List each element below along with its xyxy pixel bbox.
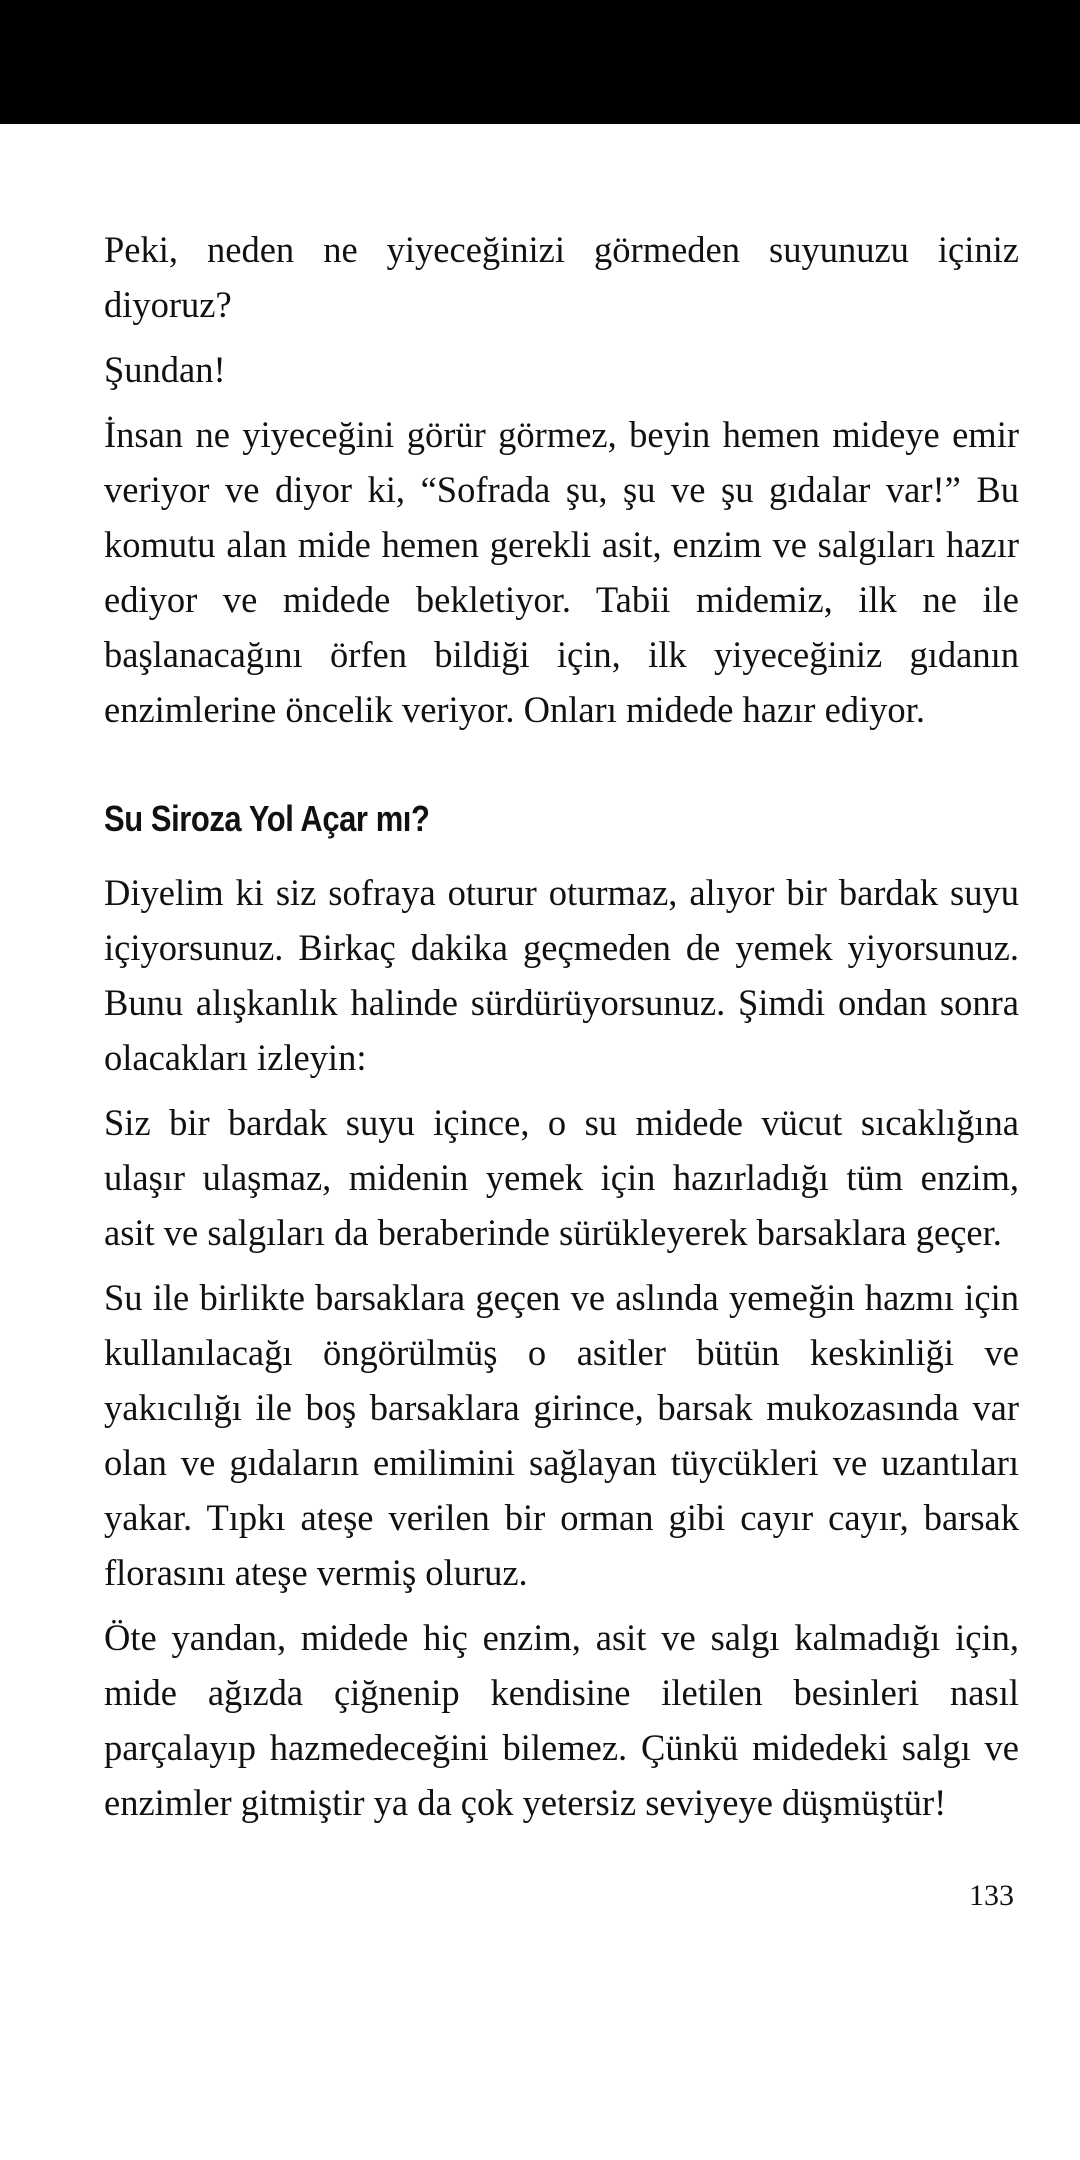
paragraph: Şundan! — [104, 349, 226, 390]
top-black-band — [0, 0, 1080, 124]
paragraph: Öte yandan, midede hiç enzim, asit ve salgı kalmadığı için, mide ağızda çiğnenip kendisine iletilen besinleri nasıl parçalayıp hazmedeceğini bilemez. Çünkü midedeki salgı ve enzimler gitmiştir ya da çok yetersiz seviyeye düşmüştür! — [104, 1617, 1019, 1823]
paragraph: Peki, neden ne yiyeceğinizi görmeden suyunuzu içiniz diyoruz? — [104, 229, 1019, 325]
book-page-text — [104, 222, 1019, 1830]
paragraph: İnsan ne yiyeceğini görür görmez, beyin hemen mideye emir veriyor ve diyor ki, “Sofrada şu, şu ve şu gıdalar var!” Bu komutu alan mide hemen gerekli asit, enzim ve salgıları hazır ediyor ve midede bekletiyor. Tabii midemiz, ilk ne ile başlanacağını örfen bildiği için, ilk yiyeceğiniz gıdanın enzimlerine öncelik veriyor. Onları midede hazır ediyor. — [104, 414, 1019, 730]
paragraph: Su ile birlikte barsaklara geçen ve aslında yemeğin hazmı için kullanılacağı öngörülmüş o asitler bütün keskinliği ve yakıcılığı ile boş barsaklara girince, barsak mukozasında var olan ve gıdaların emilimini sağlayan tüycükleri ve uzantıları yakar. Tıpkı ateşe verilen bir orman gibi cayır cayır, barsak florasını ateşe vermiş oluruz. — [104, 1277, 1019, 1593]
paragraph: Diyelim ki siz sofraya oturur oturmaz, alıyor bir bardak suyu içiyorsunuz. Birkaç dakika geçmeden de yemek yiyorsunuz. Bunu alışkanlık halinde sürdürüyorsunuz. Şimdi ondan sonra olacakları izleyin: — [104, 872, 1019, 1078]
section-heading: Su Siroza Yol Açar mı? — [104, 798, 430, 839]
page-number: 133 — [969, 1879, 1014, 1912]
paragraph: Siz bir bardak suyu içince, o su midede vücut sıcaklığına ulaşır ulaşmaz, midenin yemek için hazırladığı tüm enzim, asit ve salgıları da beraberinde sürükleyerek barsaklara geçer. — [104, 1102, 1019, 1253]
